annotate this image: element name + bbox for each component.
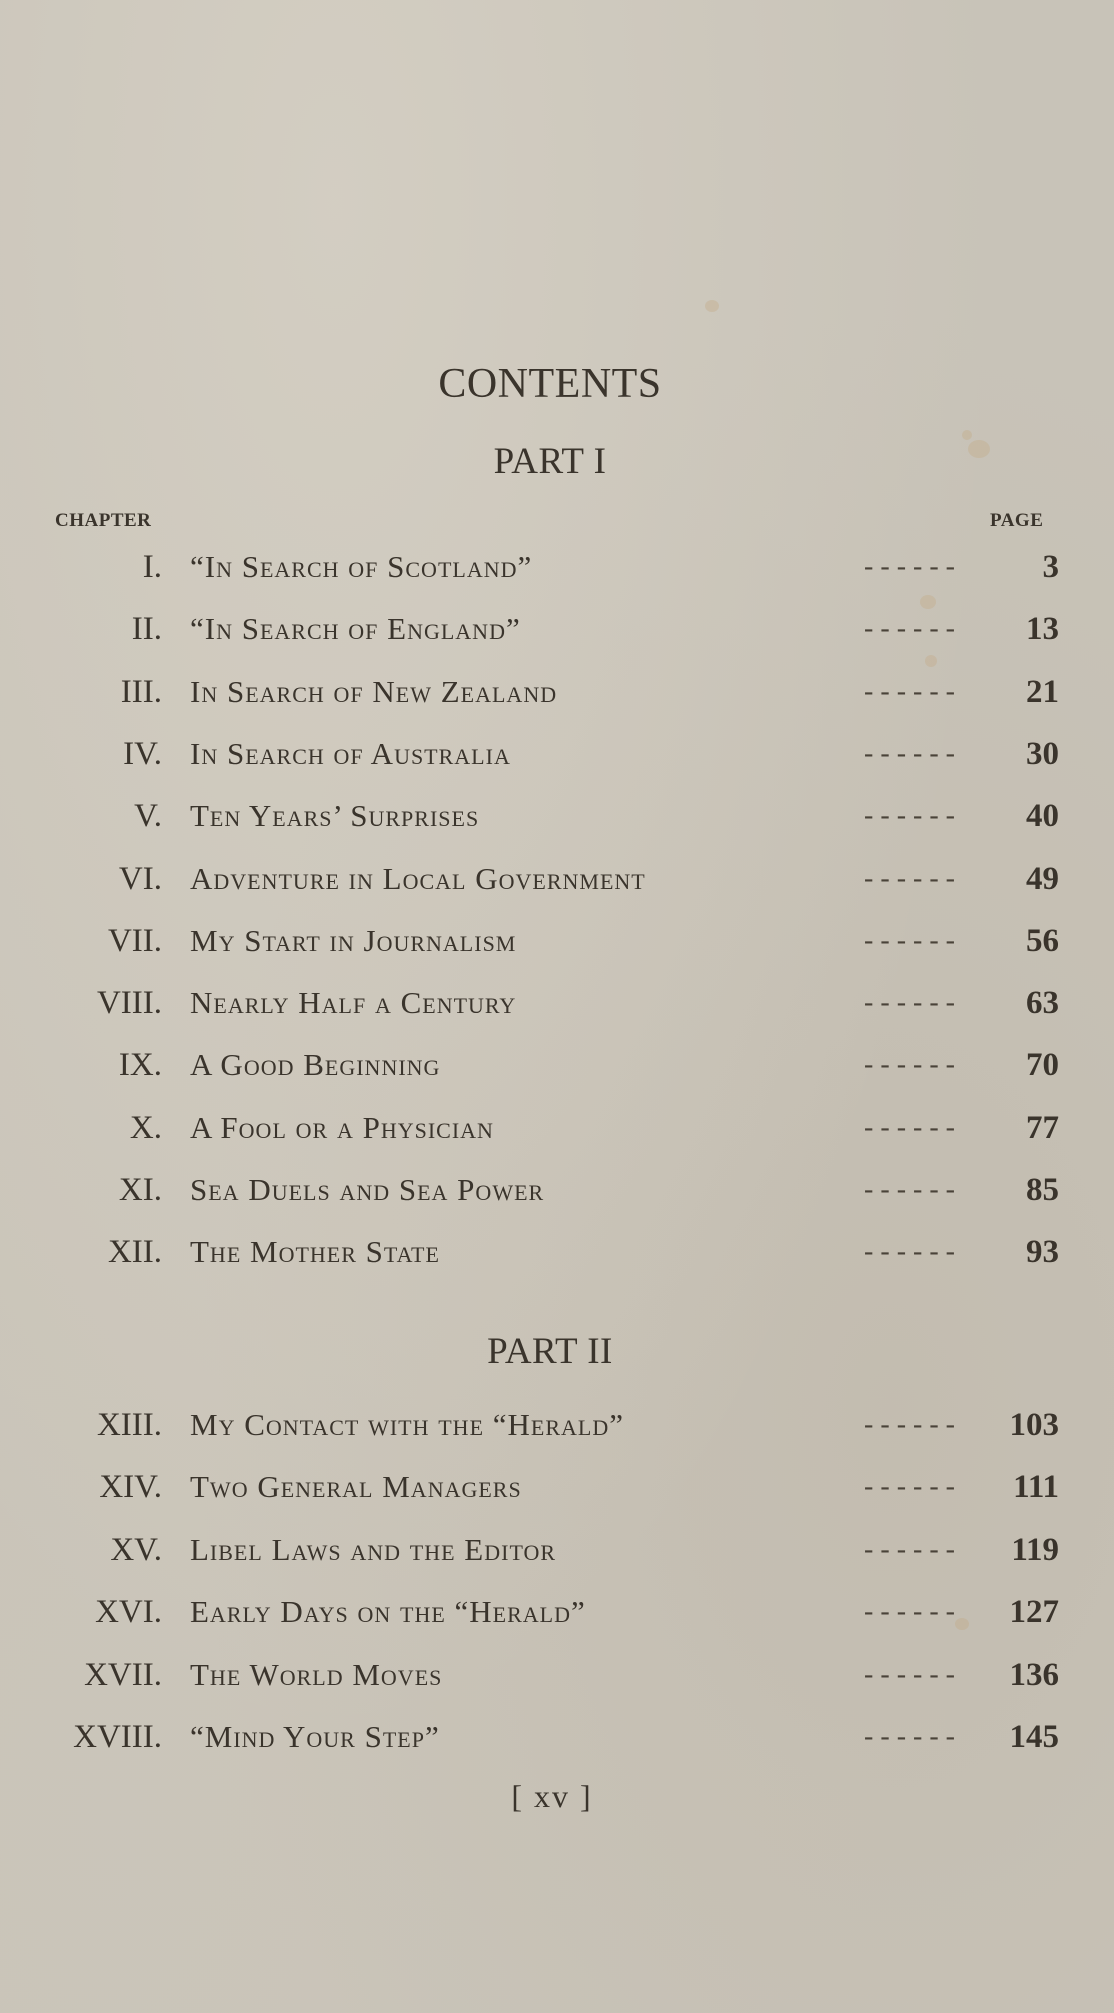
- toc-entry: [0, 1400, 1114, 1450]
- chapter-title: Early Days on the “Herald”: [190, 1594, 586, 1630]
- chapter-title: In Search of Australia: [190, 735, 511, 771]
- chapter-numeral: VII.: [107, 922, 162, 959]
- chapter-numeral: II.: [131, 611, 162, 648]
- page-number: 77: [1026, 1109, 1059, 1146]
- dot-leaders: - - - - - -: [864, 1471, 955, 1503]
- toc-entry: [0, 1227, 1114, 1277]
- page-number: 70: [1026, 1047, 1059, 1084]
- chapter-numeral: XII.: [107, 1234, 162, 1271]
- dot-leaders: - - - - - -: [864, 675, 955, 707]
- toc-entry: [0, 854, 1114, 904]
- toc-entry: [0, 729, 1114, 779]
- toc-entry: [0, 1040, 1114, 1090]
- chapter-numeral: XVII.: [84, 1656, 162, 1693]
- toc-entry: [0, 1165, 1114, 1215]
- page-number: 145: [1009, 1719, 1059, 1755]
- toc-entry: [0, 1525, 1114, 1575]
- toc-entry: [0, 1103, 1114, 1153]
- chapter-title: Two General Managers: [190, 1469, 522, 1505]
- dot-leaders: - - - - - -: [864, 1236, 955, 1268]
- page-number: 119: [1011, 1531, 1059, 1568]
- chapter-numeral: III.: [120, 673, 162, 710]
- page-number: 103: [1009, 1407, 1059, 1443]
- chapter-title: “In Search of England”: [190, 611, 521, 647]
- page-number: 85: [1026, 1172, 1059, 1208]
- contents-title: CONTENTS: [438, 361, 662, 407]
- toc-entry: [0, 1462, 1114, 1512]
- toc-entry: [0, 978, 1114, 1028]
- dot-leaders: - - - - - -: [864, 1596, 955, 1628]
- chapter-numeral: VI.: [118, 860, 162, 897]
- dot-leaders: - - - - - -: [864, 1409, 955, 1440]
- dot-leaders: - - - - - -: [864, 987, 955, 1019]
- page-number: 21: [1026, 673, 1059, 710]
- chapter-numeral: XVI.: [95, 1594, 162, 1631]
- chapter-title: A Good Beginning: [190, 1047, 441, 1083]
- chapter-title: Sea Duels and Sea Power: [190, 1172, 545, 1207]
- chapter-numeral: XIII.: [96, 1407, 162, 1443]
- chapter-title: Ten Years’ Surprises: [190, 798, 480, 834]
- chapter-title: The World Moves: [190, 1656, 443, 1692]
- chapter-title: The Mother State: [190, 1234, 440, 1270]
- chapter-title: Adventure in Local Government: [190, 860, 646, 896]
- foxing-spot: [962, 430, 972, 440]
- dot-leaders: - - - - - -: [864, 1111, 955, 1143]
- dot-leaders: - - - - - -: [864, 1049, 955, 1081]
- toc-entry: [0, 916, 1114, 966]
- page-folio: [ xv ]: [511, 1778, 593, 1814]
- dot-leaders: - - - - - -: [864, 800, 955, 832]
- page-number: 56: [1026, 922, 1059, 959]
- toc-entry: [0, 1712, 1114, 1762]
- page-number: 136: [1009, 1656, 1059, 1693]
- toc-entry: [0, 1650, 1114, 1700]
- dot-leaders: - - - - - -: [864, 862, 955, 894]
- page-number: 30: [1026, 735, 1059, 772]
- chapter-numeral: IX.: [118, 1047, 162, 1084]
- part-two-heading: PART II: [487, 1331, 613, 1372]
- page-number: 93: [1026, 1234, 1059, 1271]
- page-number: 13: [1026, 611, 1059, 648]
- chapter-numeral: V.: [134, 798, 162, 835]
- chapter-numeral: I.: [142, 549, 162, 585]
- chapter-numeral: X.: [129, 1109, 162, 1146]
- dot-leaders: - - - - - -: [864, 1533, 955, 1565]
- chapter-title: “In Search of Scotland”: [190, 549, 533, 584]
- page-number: 3: [1042, 549, 1059, 585]
- chapter-numeral: IV.: [123, 735, 162, 772]
- toc-entry: [0, 542, 1114, 592]
- dot-leaders: - - - - - -: [864, 1174, 955, 1205]
- dot-leaders: - - - - - -: [864, 1658, 955, 1690]
- page-column-label: PAGE: [990, 510, 1044, 531]
- chapter-numeral: XI.: [118, 1172, 162, 1208]
- foxing-spot: [925, 655, 937, 667]
- page-number: 63: [1026, 985, 1059, 1022]
- toc-entry: [0, 1587, 1114, 1637]
- chapter-column-label: CHAPTER: [55, 510, 152, 531]
- chapter-title: Nearly Half a Century: [190, 985, 517, 1021]
- chapter-title: My Start in Journalism: [190, 922, 517, 958]
- foxing-spot: [705, 300, 719, 312]
- dot-leaders: - - - - - -: [864, 613, 955, 645]
- page-number: 111: [1013, 1469, 1059, 1506]
- toc-entry: [0, 667, 1114, 717]
- chapter-numeral: XIV.: [99, 1469, 162, 1506]
- chapter-title: “Mind Your Step”: [190, 1719, 440, 1754]
- dot-leaders: - - - - - -: [864, 924, 955, 956]
- page-number: 127: [1009, 1594, 1059, 1631]
- dot-leaders: - - - - - -: [864, 737, 955, 769]
- chapter-title: A Fool or a Physician: [190, 1109, 494, 1145]
- toc-entry: [0, 604, 1114, 654]
- chapter-title: In Search of New Zealand: [190, 673, 558, 709]
- dot-leaders: - - - - - -: [864, 1721, 955, 1752]
- page-number: 40: [1026, 798, 1059, 835]
- part-one-heading: PART I: [493, 441, 607, 482]
- toc-entry: [0, 791, 1114, 841]
- chapter-numeral: VIII.: [96, 985, 162, 1022]
- chapter-numeral: XV.: [110, 1531, 162, 1568]
- dot-leaders: - - - - - -: [864, 551, 955, 582]
- chapter-title: My Contact with the “Herald”: [190, 1407, 624, 1442]
- page-number: 49: [1026, 860, 1059, 897]
- chapter-title: Libel Laws and the Editor: [190, 1531, 557, 1567]
- chapter-numeral: XVIII.: [73, 1719, 162, 1755]
